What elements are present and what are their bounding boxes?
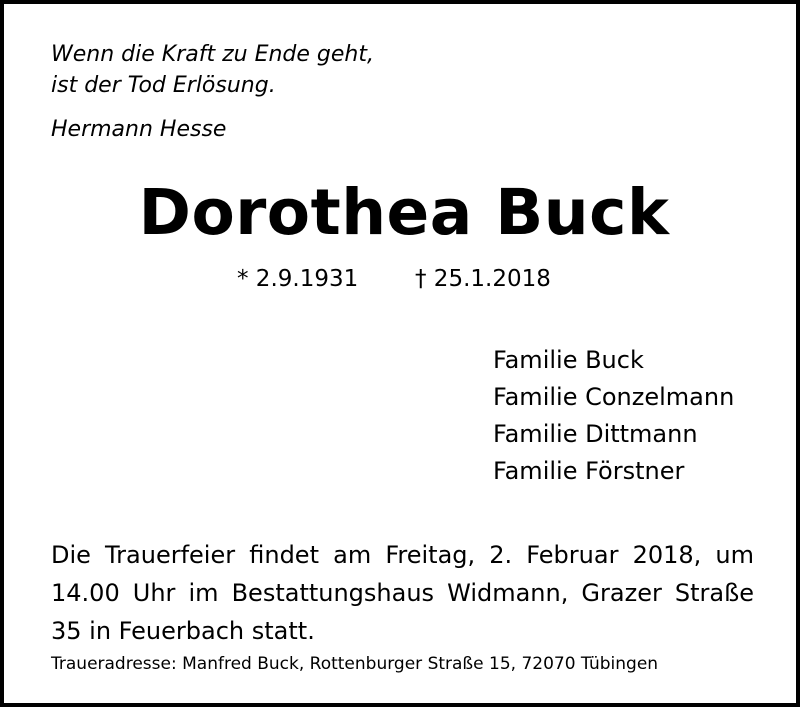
mourning-address: Traueradresse: Manfred Buck, Rottenburger Straße 15, 72070 Tübingen bbox=[51, 654, 659, 674]
mourner-family: Familie Conzelmann bbox=[493, 383, 735, 411]
quote-line: ist der Tod Erlösung. bbox=[51, 73, 276, 98]
mourner-family: Familie Förstner bbox=[493, 457, 685, 485]
death-date: † 25.1.2018 bbox=[415, 266, 551, 292]
birth-date: * 2.9.1931 bbox=[237, 266, 359, 292]
quote-block bbox=[51, 39, 471, 145]
mourner-family: Familie Dittmann bbox=[493, 420, 698, 448]
mourners-list bbox=[493, 342, 734, 490]
quote-line: Wenn die Kraft zu Ende geht, bbox=[51, 42, 374, 67]
quote-author: Hermann Hesse bbox=[51, 117, 227, 142]
funeral-service-info: Die Trauerfeier findet am Freitag, 2. Februar 2018, um 14.00 Uhr im Bestattungshaus Widmann, Grazer Straße 35 in Feuerbach statt. bbox=[51, 541, 754, 645]
mourner-family: Familie Buck bbox=[493, 346, 644, 374]
deceased-name: Dorothea Buck bbox=[138, 176, 670, 249]
